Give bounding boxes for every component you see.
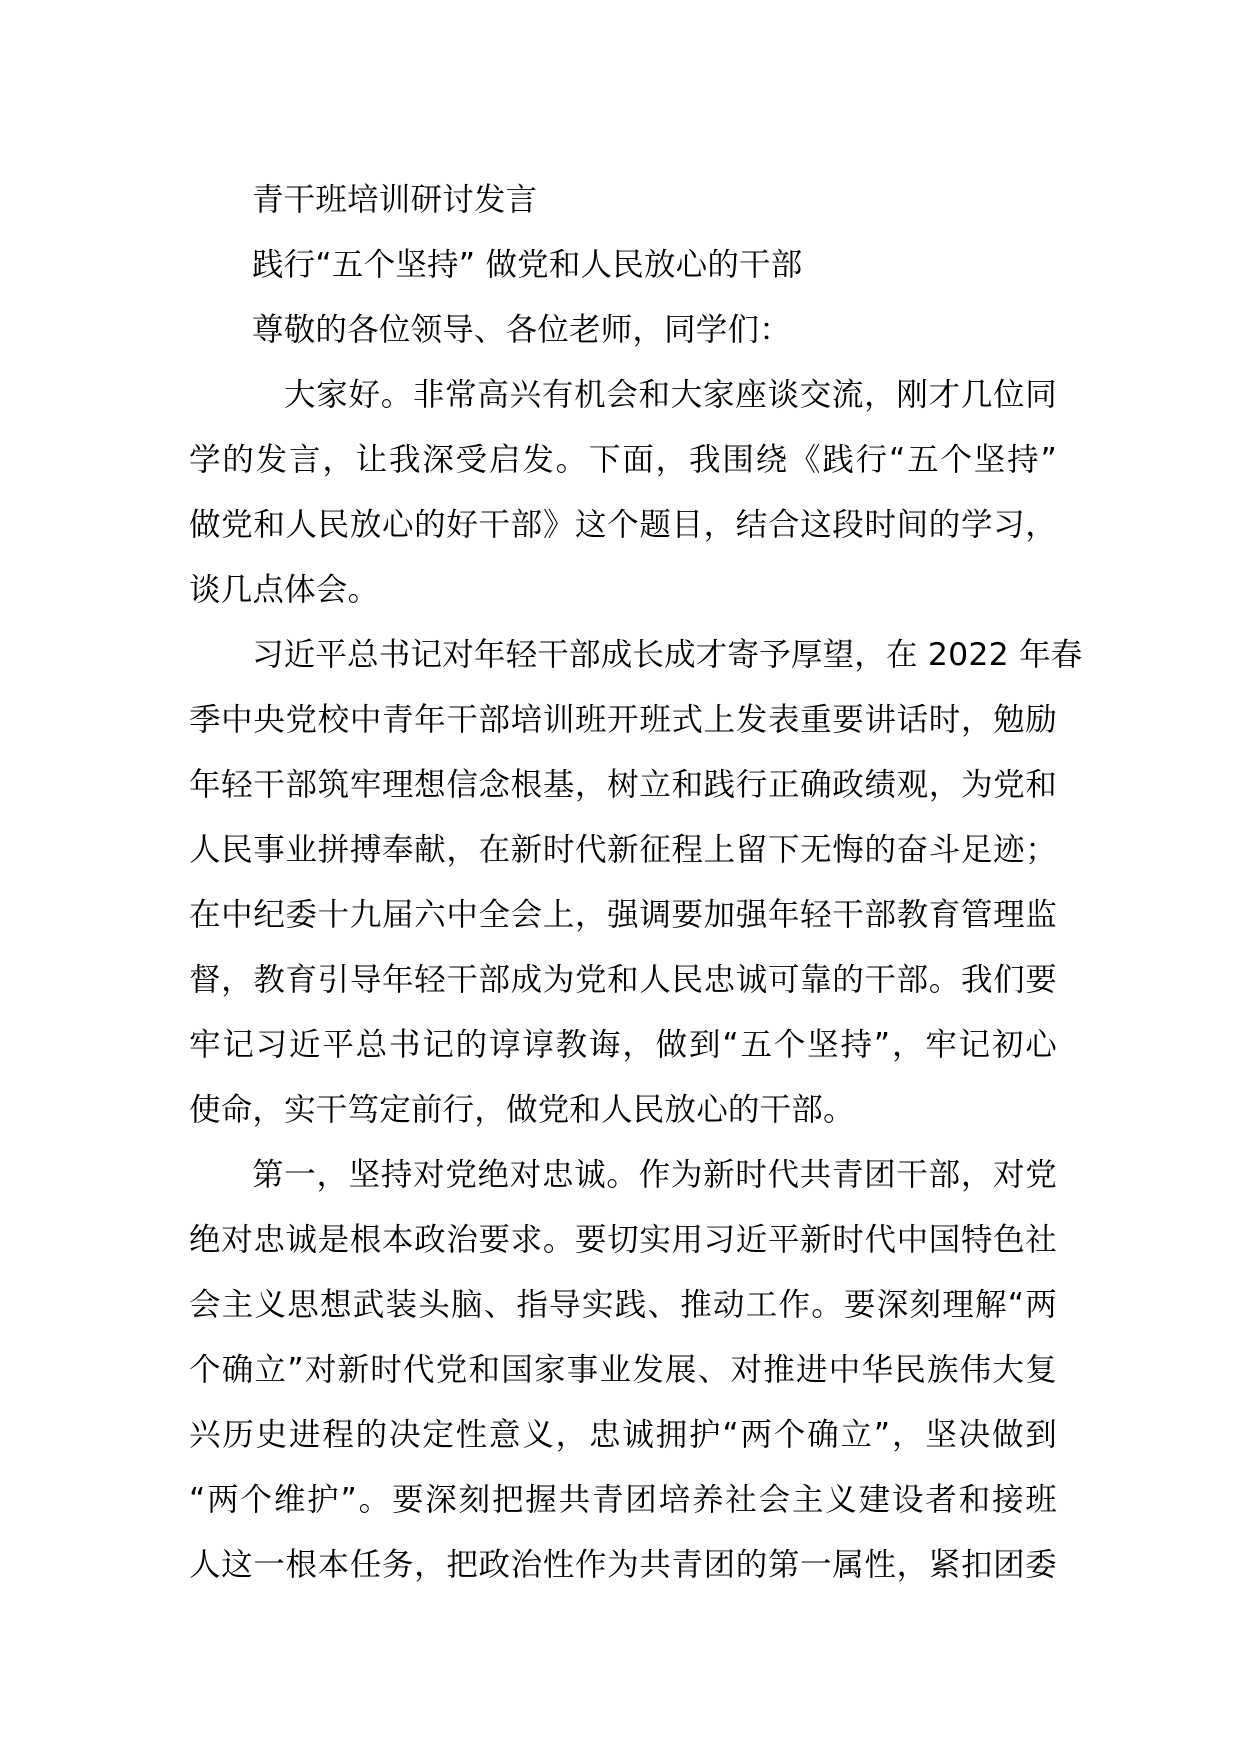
- paragraph-line: 学的发言，让我深受启发。下面，我围绕《践行“五个坚持”: [189, 442, 1057, 478]
- paragraph-line: 个确立”对新时代党和国家事业发展、对推进中华民族伟大复: [189, 1352, 1057, 1388]
- paragraph-opening: [189, 363, 1057, 623]
- paragraph-line: “两个维护”。要深刻把握共青团培养社会主义建设者和接班: [189, 1482, 1057, 1518]
- paragraph-line: 会主义思想武装头脑、指导实践、推动工作。要深刻理解“两: [189, 1287, 1057, 1323]
- salutation: 尊敬的各位领导、各位老师，同学们：: [252, 312, 791, 348]
- paragraph-context: [189, 623, 1083, 1143]
- paragraph-line: 绝对忠诚是根本政治要求。要切实用习近平新时代中国特色社: [189, 1222, 1057, 1258]
- paragraph-line: 季中央党校中青年干部培训班开班式上发表重要讲话时，勉励: [189, 702, 1057, 738]
- paragraph-line: 第一，坚持对党绝对忠诚。作为新时代共青团干部，对党: [252, 1157, 1057, 1193]
- speech-title: 践行“五个坚持” 做党和人民放心的干部: [252, 247, 803, 283]
- paragraph-line: 人民事业拼搏奉献，在新时代新征程上留下无悔的奋斗足迹；: [189, 832, 1057, 868]
- document-body: [189, 168, 1083, 1598]
- paragraph-line: 牢记习近平总书记的谆谆教诲，做到“五个坚持”，牢记初心: [189, 1027, 1057, 1063]
- paragraph-line: 兴历史进程的决定性意义，忠诚拥护“两个确立”，坚决做到: [189, 1417, 1057, 1453]
- paragraph-line: 习近平总书记对年轻干部成长成才寄予厚望，在 2022 年春: [252, 637, 1083, 673]
- paragraph-line: 做党和人民放心的好干部》这个题目，结合这段时间的学习，: [189, 507, 1057, 543]
- paragraph-line: 督，教育引导年轻干部成为党和人民忠诚可靠的干部。我们要: [189, 962, 1057, 998]
- paragraph-line: 人这一根本任务，把政治性作为共青团的第一属性，紧扣团委: [189, 1547, 1057, 1583]
- paragraph-line: 在中纪委十九届六中全会上，强调要加强年轻干部教育管理监: [189, 897, 1057, 933]
- paragraph-line: 大家好。非常高兴有机会和大家座谈交流，刚才几位同: [284, 377, 1057, 413]
- paragraph-line: 谈几点体会。: [189, 572, 380, 608]
- document-title: 青干班培训研讨发言: [252, 182, 538, 218]
- paragraph-point-one: [189, 1143, 1057, 1598]
- paragraph-line: 使命，实干笃定前行，做党和人民放心的干部。: [189, 1092, 855, 1128]
- paragraph-line: 年轻干部筑牢理想信念根基，树立和践行正确政绩观，为党和: [189, 767, 1057, 803]
